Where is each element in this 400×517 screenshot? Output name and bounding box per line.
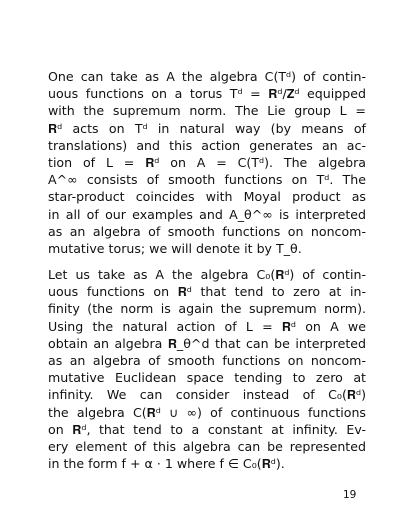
text-line: mutative Euclidean space tending to zero at bbox=[48, 370, 366, 386]
text-line: star-product coincides with Moyal product as bbox=[48, 189, 366, 205]
text-line: Using the natural action of L = 𝐑ᵈ on A we bbox=[48, 318, 366, 334]
text-line: finity (the norm is again the supremum norm). bbox=[48, 301, 366, 317]
text-line: A^∞ consists of smooth functions on Tᵈ. The bbox=[48, 172, 366, 188]
page-number: 19 bbox=[343, 489, 357, 501]
text-line: with the supremum norm. The Lie group L = bbox=[48, 103, 366, 119]
text-line: Let us take as A the algebra C₀(𝐑ᵈ) of contin- bbox=[48, 267, 366, 282]
paragraph-torus-algebra bbox=[48, 68, 366, 257]
text-line: One can take as A the algebra C(Tᵈ) of contin- bbox=[48, 69, 366, 84]
text-line: uous functions on a torus Tᵈ = 𝐑ᵈ/𝐙ᵈ equipped bbox=[48, 86, 366, 102]
text-line: mutative torus; we will denote it by T_θ. bbox=[48, 240, 302, 256]
text-line: in all of our examples and A_θ^∞ is interpreted bbox=[48, 206, 366, 222]
text-line: uous functions on 𝐑ᵈ that tend to zero at in- bbox=[48, 284, 366, 300]
paragraph-euclidean-algebra bbox=[48, 266, 366, 472]
text-line: 𝐑ᵈ acts on Tᵈ in natural way (by means of bbox=[48, 120, 366, 136]
text-line: ery element of this algebra can be represented bbox=[48, 438, 366, 454]
text-line: as an algebra of smooth functions on noncom- bbox=[48, 223, 366, 239]
text-line: translations) and this action generates an ac- bbox=[48, 137, 366, 153]
text-line: tion of L = 𝐑ᵈ on A = C(Tᵈ). The algebra bbox=[48, 154, 366, 170]
text-line: on 𝐑ᵈ, that tend to a constant at infinity. Ev- bbox=[48, 421, 366, 437]
text-line: infinity. We can consider instead of C₀(𝐑ᵈ) bbox=[48, 387, 366, 403]
text-line: in the form f + α · 1 where f ∈ C₀(𝐑ᵈ). bbox=[48, 456, 285, 472]
text-line: obtain an algebra 𝐑_θ^d that can be interpreted bbox=[48, 335, 366, 351]
text-line: as an algebra of smooth functions on noncom- bbox=[48, 352, 366, 368]
text-line: the algebra C(𝐑ᵈ ∪ ∞) of continuous functions bbox=[48, 404, 366, 420]
